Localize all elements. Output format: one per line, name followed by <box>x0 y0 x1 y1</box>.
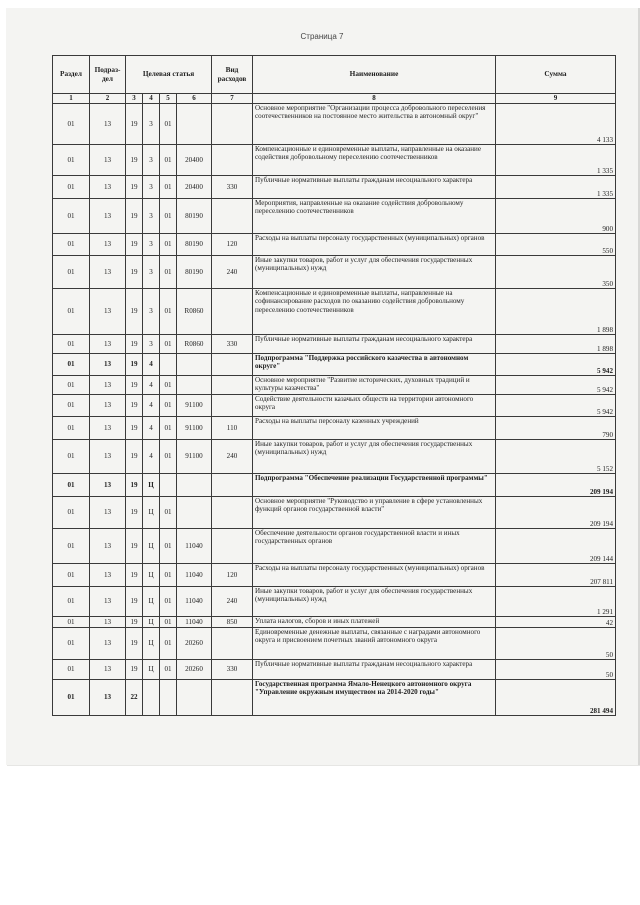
column-number: 8 <box>253 94 496 104</box>
razdel-cell: 01 <box>53 395 90 417</box>
name-cell: Иные закупки товаров, работ и услуг для обеспечения государственных (муниципальных) нужд <box>253 440 496 474</box>
subprogram-code-cell: 4 <box>143 376 160 395</box>
table-row <box>53 354 616 376</box>
direction-code-cell: 80190 <box>177 256 212 289</box>
razdel-cell: 01 <box>53 680 90 716</box>
razdel-cell: 01 <box>53 199 90 234</box>
name-cell: Подпрограмма "Обеспечение реализации Государственной программы" <box>253 474 496 497</box>
table-row <box>53 660 616 680</box>
sum-cell: 1 291 <box>496 587 616 617</box>
column-number: 2 <box>90 94 126 104</box>
event-code-cell: 01 <box>160 628 177 660</box>
name-cell: Расходы на выплаты персоналу казенных учреждений <box>253 417 496 440</box>
table-row <box>53 335 616 354</box>
program-code-cell: 19 <box>126 587 143 617</box>
expense-type-cell <box>212 145 253 176</box>
razdel-cell: 01 <box>53 376 90 395</box>
program-code-cell: 19 <box>126 104 143 145</box>
subprogram-code-cell: 3 <box>143 145 160 176</box>
sum-cell: 5 942 <box>496 395 616 417</box>
program-code-cell: 19 <box>126 199 143 234</box>
sum-cell: 1 335 <box>496 145 616 176</box>
razdel-cell: 01 <box>53 289 90 335</box>
razdel-cell: 01 <box>53 617 90 628</box>
razdel-cell: 01 <box>53 104 90 145</box>
name-cell: Подпрограмма "Поддержка российского казачества в автономном округе" <box>253 354 496 376</box>
event-code-cell: 01 <box>160 587 177 617</box>
event-code-cell: 01 <box>160 256 177 289</box>
subprogram-code-cell: Ц <box>143 587 160 617</box>
sum-cell: 50 <box>496 660 616 680</box>
program-code-cell: 19 <box>126 335 143 354</box>
razdel-cell: 01 <box>53 145 90 176</box>
event-code-cell: 01 <box>160 440 177 474</box>
program-code-cell: 19 <box>126 145 143 176</box>
event-code-cell <box>160 474 177 497</box>
direction-code-cell: 11040 <box>177 529 212 564</box>
direction-code-cell: 80190 <box>177 199 212 234</box>
table-row <box>53 376 616 395</box>
name-cell: Иные закупки товаров, работ и услуг для обеспечения государственных (муниципальных) нужд <box>253 587 496 617</box>
name-cell: Компенсационные и единовременные выплаты, направленные на софинансирование расходов по оказанию содействия добровольному переселению соотечественников <box>253 289 496 335</box>
table-row <box>53 256 616 289</box>
name-cell: Расходы на выплаты персоналу государственных (муниципальных) органов <box>253 234 496 256</box>
event-code-cell: 01 <box>160 395 177 417</box>
name-cell: Иные закупки товаров, работ и услуг для обеспечения государственных (муниципальных) нужд <box>253 256 496 289</box>
event-code-cell: 01 <box>160 617 177 628</box>
razdel-cell: 01 <box>53 497 90 529</box>
subprogram-code-cell <box>143 680 160 716</box>
header-tselevaya-statya: Целевая статья <box>126 56 212 94</box>
expense-type-cell: 120 <box>212 234 253 256</box>
sum-cell: 209 144 <box>496 529 616 564</box>
subprogram-code-cell: 4 <box>143 417 160 440</box>
table-row <box>53 289 616 335</box>
budget-table <box>52 55 616 716</box>
table-row <box>53 529 616 564</box>
expense-type-cell: 120 <box>212 564 253 587</box>
subprogram-code-cell: Ц <box>143 474 160 497</box>
event-code-cell: 01 <box>160 564 177 587</box>
subprogram-code-cell: 4 <box>143 395 160 417</box>
table-row <box>53 587 616 617</box>
event-code-cell: 01 <box>160 497 177 529</box>
expense-type-cell <box>212 199 253 234</box>
expense-type-cell <box>212 104 253 145</box>
direction-code-cell: 11040 <box>177 564 212 587</box>
program-code-cell: 19 <box>126 628 143 660</box>
podrazdel-cell: 13 <box>90 497 126 529</box>
sum-cell: 209 194 <box>496 474 616 497</box>
event-code-cell: 01 <box>160 199 177 234</box>
event-code-cell <box>160 680 177 716</box>
table-row <box>53 628 616 660</box>
direction-code-cell: 11040 <box>177 617 212 628</box>
expense-type-cell <box>212 354 253 376</box>
table-row <box>53 617 616 628</box>
name-cell: Единовременные денежные выплаты, связанные с наградами автономного округа и присвоением почетных званий автономного округа <box>253 628 496 660</box>
direction-code-cell <box>177 680 212 716</box>
podrazdel-cell: 13 <box>90 176 126 199</box>
header-summa: Сумма <box>496 56 616 94</box>
event-code-cell: 01 <box>160 289 177 335</box>
name-cell: Основное мероприятие "Руководство и управление в сфере установленных функций органов государственной власти" <box>253 497 496 529</box>
expense-type-cell <box>212 680 253 716</box>
podrazdel-cell: 13 <box>90 234 126 256</box>
expense-type-cell: 330 <box>212 335 253 354</box>
column-number: 3 <box>126 94 143 104</box>
column-number: 7 <box>212 94 253 104</box>
subprogram-code-cell: 3 <box>143 199 160 234</box>
column-number: 1 <box>53 94 90 104</box>
column-number-row <box>53 94 616 104</box>
expense-type-cell <box>212 497 253 529</box>
expense-type-cell: 330 <box>212 660 253 680</box>
table-row <box>53 104 616 145</box>
table-row <box>53 440 616 474</box>
name-cell: Публичные нормативные выплаты гражданам несоциального характера <box>253 335 496 354</box>
event-code-cell: 01 <box>160 176 177 199</box>
sum-cell: 5 942 <box>496 376 616 395</box>
razdel-cell: 01 <box>53 354 90 376</box>
program-code-cell: 19 <box>126 440 143 474</box>
podrazdel-cell: 13 <box>90 440 126 474</box>
program-code-cell: 19 <box>126 660 143 680</box>
podrazdel-cell: 13 <box>90 587 126 617</box>
table-row <box>53 497 616 529</box>
direction-code-cell: 20400 <box>177 176 212 199</box>
event-code-cell: 01 <box>160 145 177 176</box>
table-row <box>53 474 616 497</box>
expense-type-cell: 240 <box>212 587 253 617</box>
direction-code-cell: 91100 <box>177 395 212 417</box>
subprogram-code-cell: Ц <box>143 497 160 529</box>
podrazdel-cell: 13 <box>90 564 126 587</box>
sum-cell: 50 <box>496 628 616 660</box>
name-cell: Содействие деятельности казачьих обществ на территории автономного округа <box>253 395 496 417</box>
name-cell: Расходы на выплаты персоналу государственных (муниципальных) органов <box>253 564 496 587</box>
podrazdel-cell: 13 <box>90 529 126 564</box>
sum-cell: 350 <box>496 256 616 289</box>
expense-type-cell <box>212 474 253 497</box>
razdel-cell: 01 <box>53 335 90 354</box>
subprogram-code-cell: 3 <box>143 234 160 256</box>
sum-cell: 550 <box>496 234 616 256</box>
program-code-cell: 19 <box>126 234 143 256</box>
sum-cell: 4 133 <box>496 104 616 145</box>
direction-code-cell: 80190 <box>177 234 212 256</box>
sum-cell: 281 494 <box>496 680 616 716</box>
header-podrazdel: Подраз-дел <box>90 56 126 94</box>
name-cell: Публичные нормативные выплаты гражданам несоциального характера <box>253 176 496 199</box>
direction-code-cell <box>177 497 212 529</box>
sum-cell: 5 152 <box>496 440 616 474</box>
podrazdel-cell: 13 <box>90 680 126 716</box>
subprogram-code-cell: 3 <box>143 289 160 335</box>
razdel-cell: 01 <box>53 440 90 474</box>
direction-code-cell <box>177 104 212 145</box>
table-row <box>53 145 616 176</box>
event-code-cell: 01 <box>160 529 177 564</box>
sum-cell: 42 <box>496 617 616 628</box>
table-row <box>53 176 616 199</box>
program-code-cell: 19 <box>126 395 143 417</box>
podrazdel-cell: 13 <box>90 474 126 497</box>
expense-type-cell: 850 <box>212 617 253 628</box>
podrazdel-cell: 13 <box>90 395 126 417</box>
program-code-cell: 19 <box>126 256 143 289</box>
event-code-cell <box>160 354 177 376</box>
razdel-cell: 01 <box>53 176 90 199</box>
razdel-cell: 01 <box>53 628 90 660</box>
direction-code-cell: R0860 <box>177 289 212 335</box>
sum-cell: 900 <box>496 199 616 234</box>
subprogram-code-cell: 3 <box>143 176 160 199</box>
expense-type-cell <box>212 529 253 564</box>
razdel-cell: 01 <box>53 234 90 256</box>
razdel-cell: 01 <box>53 587 90 617</box>
name-cell: Уплата налогов, сборов и иных платежей <box>253 617 496 628</box>
table-row <box>53 234 616 256</box>
sum-cell: 790 <box>496 417 616 440</box>
program-code-cell: 19 <box>126 617 143 628</box>
expense-type-cell: 240 <box>212 256 253 289</box>
event-code-cell: 01 <box>160 104 177 145</box>
podrazdel-cell: 13 <box>90 660 126 680</box>
scanned-page <box>6 8 640 765</box>
razdel-cell: 01 <box>53 417 90 440</box>
program-code-cell: 19 <box>126 497 143 529</box>
name-cell: Основное мероприятие "Развитие исторических, духовных традиций и культуры казачества" <box>253 376 496 395</box>
subprogram-code-cell: Ц <box>143 529 160 564</box>
direction-code-cell: 20260 <box>177 628 212 660</box>
sum-cell: 5 942 <box>496 354 616 376</box>
event-code-cell: 01 <box>160 376 177 395</box>
program-code-cell: 19 <box>126 474 143 497</box>
table-row <box>53 680 616 716</box>
program-code-cell: 19 <box>126 354 143 376</box>
podrazdel-cell: 13 <box>90 628 126 660</box>
razdel-cell: 01 <box>53 529 90 564</box>
program-code-cell: 22 <box>126 680 143 716</box>
table-row <box>53 417 616 440</box>
subprogram-code-cell: Ц <box>143 628 160 660</box>
column-number: 9 <box>496 94 616 104</box>
name-cell: Основное мероприятие "Организации процесса добровольного переселения соотечественников на постоянное место жительства в автономный округ" <box>253 104 496 145</box>
razdel-cell: 01 <box>53 256 90 289</box>
podrazdel-cell: 13 <box>90 417 126 440</box>
program-code-cell: 19 <box>126 176 143 199</box>
podrazdel-cell: 13 <box>90 256 126 289</box>
subprogram-code-cell: Ц <box>143 617 160 628</box>
podrazdel-cell: 13 <box>90 145 126 176</box>
podrazdel-cell: 13 <box>90 104 126 145</box>
name-cell: Обеспечение деятельности органов государственной власти и иных государственных органов <box>253 529 496 564</box>
header-vid-raskhodov: Вид расходов <box>212 56 253 94</box>
program-code-cell: 19 <box>126 376 143 395</box>
name-cell: Государственная программа Ямало-Ненецкого автономного округа "Управление окружным имуществом на 2014-2020 годы" <box>253 680 496 716</box>
razdel-cell: 01 <box>53 474 90 497</box>
page-number: Страница 7 <box>300 32 344 41</box>
header-razdel: Раздел <box>53 56 90 94</box>
table-row <box>53 395 616 417</box>
direction-code-cell: 91100 <box>177 440 212 474</box>
sum-cell: 1 335 <box>496 176 616 199</box>
expense-type-cell <box>212 628 253 660</box>
column-number: 6 <box>177 94 212 104</box>
subprogram-code-cell: 3 <box>143 104 160 145</box>
program-code-cell: 19 <box>126 417 143 440</box>
subprogram-code-cell: 4 <box>143 354 160 376</box>
subprogram-code-cell: 3 <box>143 335 160 354</box>
name-cell: Компенсационные и единовременные выплаты, направленные на оказание содействия добровольному переселению соотечественников <box>253 145 496 176</box>
direction-code-cell <box>177 354 212 376</box>
table-row <box>53 199 616 234</box>
column-number: 4 <box>143 94 160 104</box>
subprogram-code-cell: Ц <box>143 564 160 587</box>
event-code-cell: 01 <box>160 234 177 256</box>
sum-cell: 209 194 <box>496 497 616 529</box>
table-row <box>53 564 616 587</box>
program-code-cell: 19 <box>126 529 143 564</box>
direction-code-cell: 91100 <box>177 417 212 440</box>
subprogram-code-cell: 3 <box>143 256 160 289</box>
name-cell: Публичные нормативные выплаты гражданам несоциального характера <box>253 660 496 680</box>
podrazdel-cell: 13 <box>90 376 126 395</box>
expense-type-cell <box>212 376 253 395</box>
podrazdel-cell: 13 <box>90 354 126 376</box>
razdel-cell: 01 <box>53 660 90 680</box>
expense-type-cell: 330 <box>212 176 253 199</box>
direction-code-cell <box>177 474 212 497</box>
direction-code-cell: 11040 <box>177 587 212 617</box>
direction-code-cell: 20260 <box>177 660 212 680</box>
razdel-cell: 01 <box>53 564 90 587</box>
expense-type-cell: 110 <box>212 417 253 440</box>
sum-cell: 1 898 <box>496 335 616 354</box>
header-naimenovanie: Наименование <box>253 56 496 94</box>
program-code-cell: 19 <box>126 564 143 587</box>
sum-cell: 1 898 <box>496 289 616 335</box>
subprogram-code-cell: 4 <box>143 440 160 474</box>
podrazdel-cell: 13 <box>90 617 126 628</box>
table-header-row <box>53 56 616 94</box>
direction-code-cell: R0860 <box>177 335 212 354</box>
podrazdel-cell: 13 <box>90 289 126 335</box>
direction-code-cell: 20400 <box>177 145 212 176</box>
name-cell: Мероприятия, направленные на оказание содействия добровольному переселению соотечественников <box>253 199 496 234</box>
event-code-cell: 01 <box>160 660 177 680</box>
column-number: 5 <box>160 94 177 104</box>
direction-code-cell <box>177 376 212 395</box>
event-code-cell: 01 <box>160 417 177 440</box>
program-code-cell: 19 <box>126 289 143 335</box>
sum-cell: 207 811 <box>496 564 616 587</box>
expense-type-cell: 240 <box>212 440 253 474</box>
podrazdel-cell: 13 <box>90 335 126 354</box>
event-code-cell: 01 <box>160 335 177 354</box>
podrazdel-cell: 13 <box>90 199 126 234</box>
subprogram-code-cell: Ц <box>143 660 160 680</box>
expense-type-cell <box>212 395 253 417</box>
expense-type-cell <box>212 289 253 335</box>
